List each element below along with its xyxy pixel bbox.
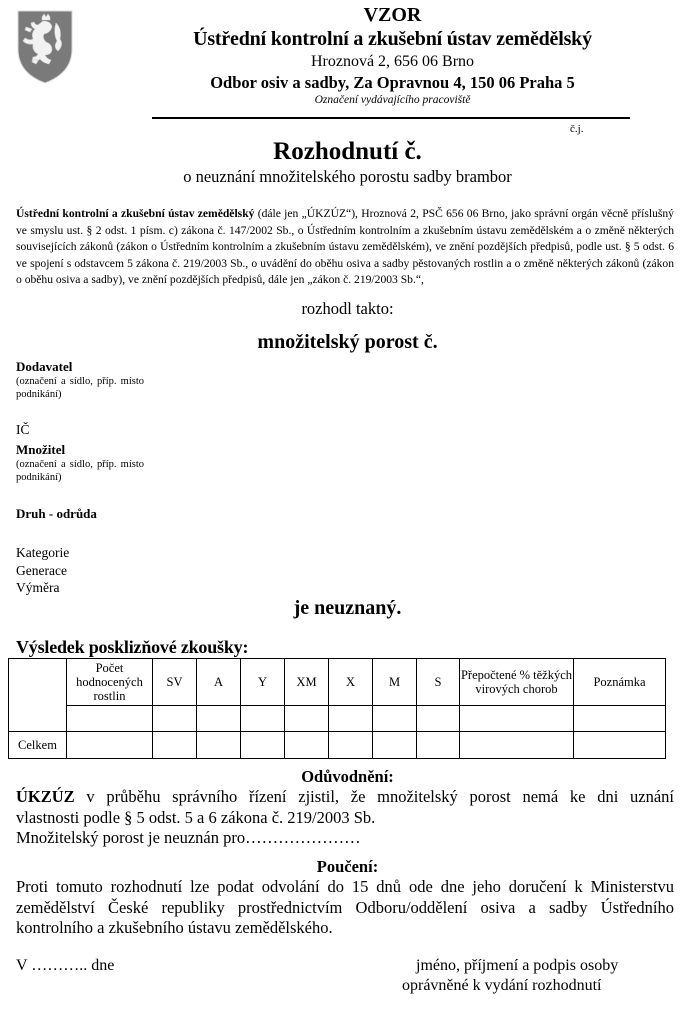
- table-cell: [241, 732, 285, 759]
- table-header-cell: A: [197, 659, 241, 706]
- table-cell: [373, 706, 417, 732]
- justification-paragraph: [16, 787, 674, 828]
- justification-bold-lead: ÚKZÚZ: [16, 787, 75, 806]
- instruction-heading: Poučení:: [316, 857, 379, 876]
- header-divider: [152, 117, 630, 119]
- intro-bold-lead: Ústřední kontrolní a zkušební ústav zemědělský: [16, 207, 255, 220]
- dodavatel-label: Dodavatel: [16, 359, 73, 374]
- signature-caption-line-1: jméno, příjmení a podpis osoby: [416, 957, 619, 974]
- table-total-row: [9, 732, 666, 759]
- table-header-cell: X: [329, 659, 373, 706]
- table-cell: [67, 706, 153, 732]
- department-address: Odbor osiv a sadby, Za Opravnou 4, 150 06 Praha 5: [210, 73, 575, 92]
- mnozitel-note: (označení a sídlo, příp. místo podnikání): [16, 459, 144, 483]
- organization-address: Hroznová 2, 656 06 Brno: [310, 53, 475, 70]
- table-header-cell: M: [373, 659, 417, 706]
- kategorie-label: Kategorie: [16, 545, 70, 560]
- table-cell: [197, 706, 241, 732]
- decision-result: je neuznaný.: [293, 597, 402, 619]
- table-header-cell: [9, 659, 67, 732]
- dodavatel-note: (označení a sídlo, příp. místo podnikání): [16, 376, 144, 400]
- table-cell: [153, 732, 197, 759]
- signature-caption-line-2: oprávněné k vydání rozhodnutí: [402, 977, 602, 994]
- table-row: [9, 706, 666, 732]
- place-date-line: V ……….. dne: [16, 957, 115, 974]
- justification-line-1: v průběhu správního řízení zjistil, že množitelský porost nemá ke dni uznání: [74, 787, 674, 806]
- table-cell: [285, 732, 329, 759]
- organization-name: Ústřední kontrolní a zkušební ústav zemědělský: [193, 28, 592, 50]
- table-cell: [460, 732, 574, 759]
- table-cell: [285, 706, 329, 732]
- table-header-cell: Přepočtené % těžkých virových chorob: [460, 659, 574, 706]
- vymera-label: Výměra: [16, 580, 60, 595]
- justification-line-2: vlastnosti podle § 5 odst. 5 a 6 zákona č. 219/2003 Sb.: [16, 807, 376, 827]
- table-cell: [329, 732, 373, 759]
- table-header-cell: S: [417, 659, 460, 706]
- intro-paragraph: [16, 206, 674, 289]
- table-header-cell: SV: [153, 659, 197, 706]
- table-cell: [574, 706, 666, 732]
- table-header-cell: XM: [285, 659, 329, 706]
- table-header-cell: Poznámka: [574, 659, 666, 706]
- document-title: Rozhodnutí č.: [273, 138, 422, 165]
- druh-odruda-label: Druh - odrůda: [16, 506, 97, 521]
- generace-label: Generace: [16, 563, 67, 578]
- total-label-cell: Celkem: [9, 732, 67, 759]
- result-table: [8, 658, 666, 759]
- table-cell: [153, 706, 197, 732]
- instruction-paragraph: Proti tomuto rozhodnutí lze podat odvolání do 15 dnů ode dne jeho doručení k Ministerstvu zemědělství České republiky prostřednictvím Odboru/oddělení osiva a sadby Ústředního kontrolního a zkušebního ústavu zemědělského.: [16, 877, 674, 937]
- table-cell: [329, 706, 373, 732]
- table-header-row: [9, 659, 666, 706]
- table-cell: [67, 732, 153, 759]
- issuer-note: Označení vydávajícího pracoviště: [314, 94, 471, 106]
- decision-statement: rozhodl takto:: [301, 299, 394, 318]
- table-cell: [417, 706, 460, 732]
- justification-line-3: Množitelský porost je neuznán pro…………………: [16, 828, 361, 847]
- justification-heading: Odůvodnění:: [301, 767, 394, 786]
- table-cell: [460, 706, 574, 732]
- table-cell: [417, 732, 460, 759]
- table-header-cell: Počet hodnocených rostlin: [67, 659, 153, 706]
- reference-number-label: č.j.: [570, 123, 584, 135]
- table-cell: [241, 706, 285, 732]
- table-heading: Výsledek posklizňové zkoušky:: [16, 637, 249, 657]
- document-subtitle: o neuznání množitelského porostu sadby brambor: [183, 167, 512, 186]
- table-cell: [373, 732, 417, 759]
- template-label: VZOR: [363, 4, 422, 26]
- table-header-cell: Y: [241, 659, 285, 706]
- table-cell: [574, 732, 666, 759]
- intro-text: (dále jen „ÚKZÚZ“), Hroznová 2, PSČ 656 06 Brno, jako správní orgán věcně příslušný ve smyslu ust. § 2 odst. 1 písm. c) zákona č. 147/2002 Sb., o Ústředním kontrolním a zkušebním ústavu zemědělském a o změně některých souvisejících zákonů (zákon o Ústředním kontrolním a zkušebním ústavu zemědělském), ve znění pozdějších předpisů, podle ust. § 5 odst. 6 ve spojení s odstavcem 5 zákona č. 219/2003 Sb., o uvádění do oběhu osiva a sadby pěstovaných rostlin a o změně některých zákonů (zákon o oběhu osiva a sadby), ve znění pozdějších předpisů, dále jen „zákon č. 219/2003 Sb.“,: [16, 207, 674, 287]
- ic-label: IČ: [16, 422, 30, 437]
- mnozitel-label: Množitel: [16, 442, 66, 457]
- porost-heading: množitelský porost č.: [257, 331, 438, 353]
- table-cell: [197, 732, 241, 759]
